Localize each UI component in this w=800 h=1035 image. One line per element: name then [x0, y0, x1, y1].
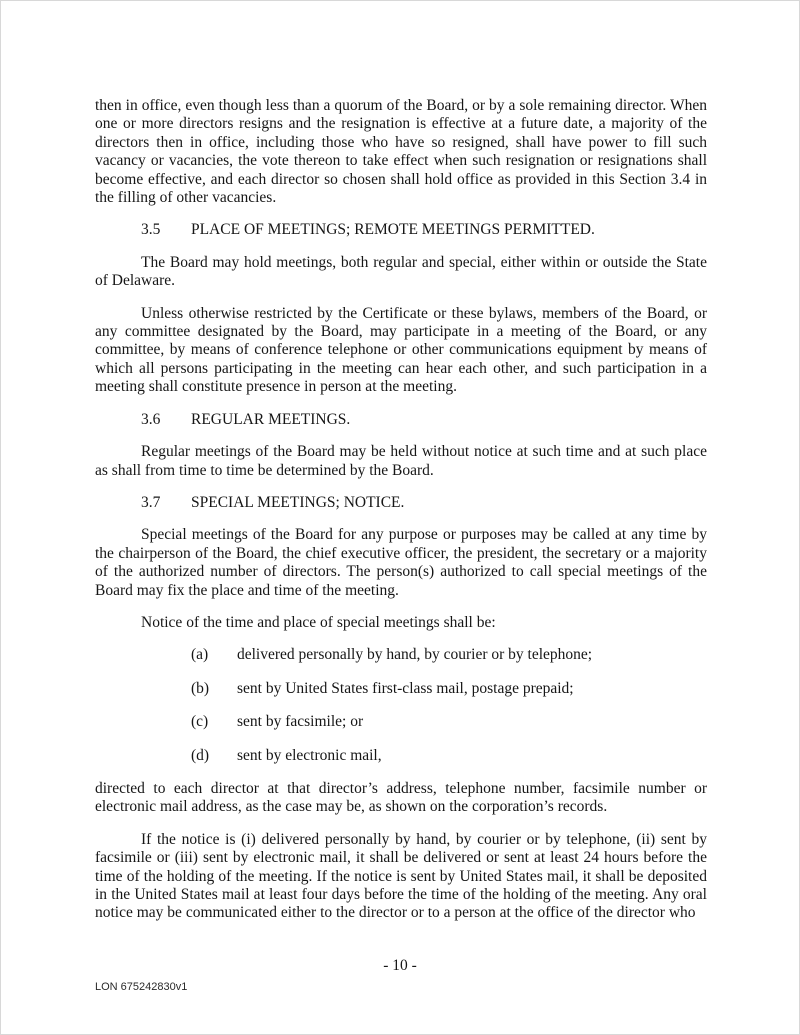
paragraph: Special meetings of the Board for any purpose or purposes may be called at any time by the chairperson of the Board, the chief executive officer, the president, the secretary or a majority of the authorized number of directors. The person(s) authorized to call special meetings of the Board may fix the place and time of the meeting. [95, 526, 707, 599]
list-item-d [191, 747, 707, 765]
paragraph: Unless otherwise restricted by the Certificate or these bylaws, members of the Board, or any committee designated by the Board, may participate in a meeting of the Board, or any committee, by means of conference telephone or other communications equipment by means of which all persons participating in the meeting can hear each other, and such participation in a meeting shall constitute presence in person at the meeting. [95, 304, 707, 396]
list-item-c [191, 713, 707, 731]
list-item-label: (c) [191, 713, 209, 731]
section-title: REGULAR MEETINGS. [191, 410, 351, 428]
section-number: 3.5 [141, 221, 161, 239]
list-item-a [191, 646, 707, 664]
section-heading-3-6 [95, 411, 707, 429]
section-number: 3.7 [141, 493, 161, 511]
paragraph: The Board may hold meetings, both regular and special, either within or outside the State of Delaware. [95, 253, 707, 290]
closing-paragraph: If the notice is (i) delivered personally by hand, by courier or by telephone, (ii) sent by facsimile or (iii) sent by electronic mail, it shall be delivered or sent at least 24 hours before the time of the holding of the meeting. If the notice is sent by United States mail, it shall be deposited in the United States mail at least four days before the time of the holding of the meeting. Any oral notice may be communicated either to the director or to a person at the office of the director who [95, 830, 707, 922]
footer-page-number: - 10 - [383, 957, 417, 974]
list-item-label: (a) [191, 646, 209, 664]
list-item-text: sent by United States first-class mail, postage prepaid; [237, 679, 574, 697]
section-title: SPECIAL MEETINGS; NOTICE. [191, 493, 405, 511]
after-list-paragraph: directed to each director at that director’s address, telephone number, facsimile number or electronic mail address, as the case may be, as shown on the corporation’s records. [95, 779, 707, 816]
document-content [95, 97, 707, 937]
list-item-text: sent by facsimile; or [237, 713, 364, 731]
list-item-b [191, 680, 707, 698]
section-heading-3-5 [95, 221, 707, 239]
list-item-label: (d) [191, 746, 210, 764]
list-item-label: (b) [191, 679, 210, 697]
paragraph: Notice of the time and place of special meetings shall be: [141, 613, 496, 631]
section-number: 3.6 [141, 410, 161, 428]
list-item-text: sent by electronic mail, [237, 746, 382, 764]
section-title: PLACE OF MEETINGS; REMOTE MEETINGS PERMITTED. [191, 221, 595, 239]
list-item-text: delivered personally by hand, by courier or by telephone; [237, 646, 593, 664]
footer-doc-id: LON 675242830v1 [95, 981, 188, 993]
section-heading-3-7 [95, 494, 707, 512]
paragraph: Regular meetings of the Board may be held without notice at such time and at such place as shall from time to time be determined by the Board. [95, 443, 707, 479]
continuation-paragraph: then in office, even though less than a quorum of the Board, or by a sole remaining director. When one or more directors resigns and the resignation is effective at a future date, a majority of the directors then in office, including those who have so resigned, shall have power to fill such vacancy or vacancies, the vote thereon to take effect when such resignation or resignations shall become effective, and each director so chosen shall hold office as provided in this Section 3.4 in the filling of other vacancies. [95, 97, 707, 207]
